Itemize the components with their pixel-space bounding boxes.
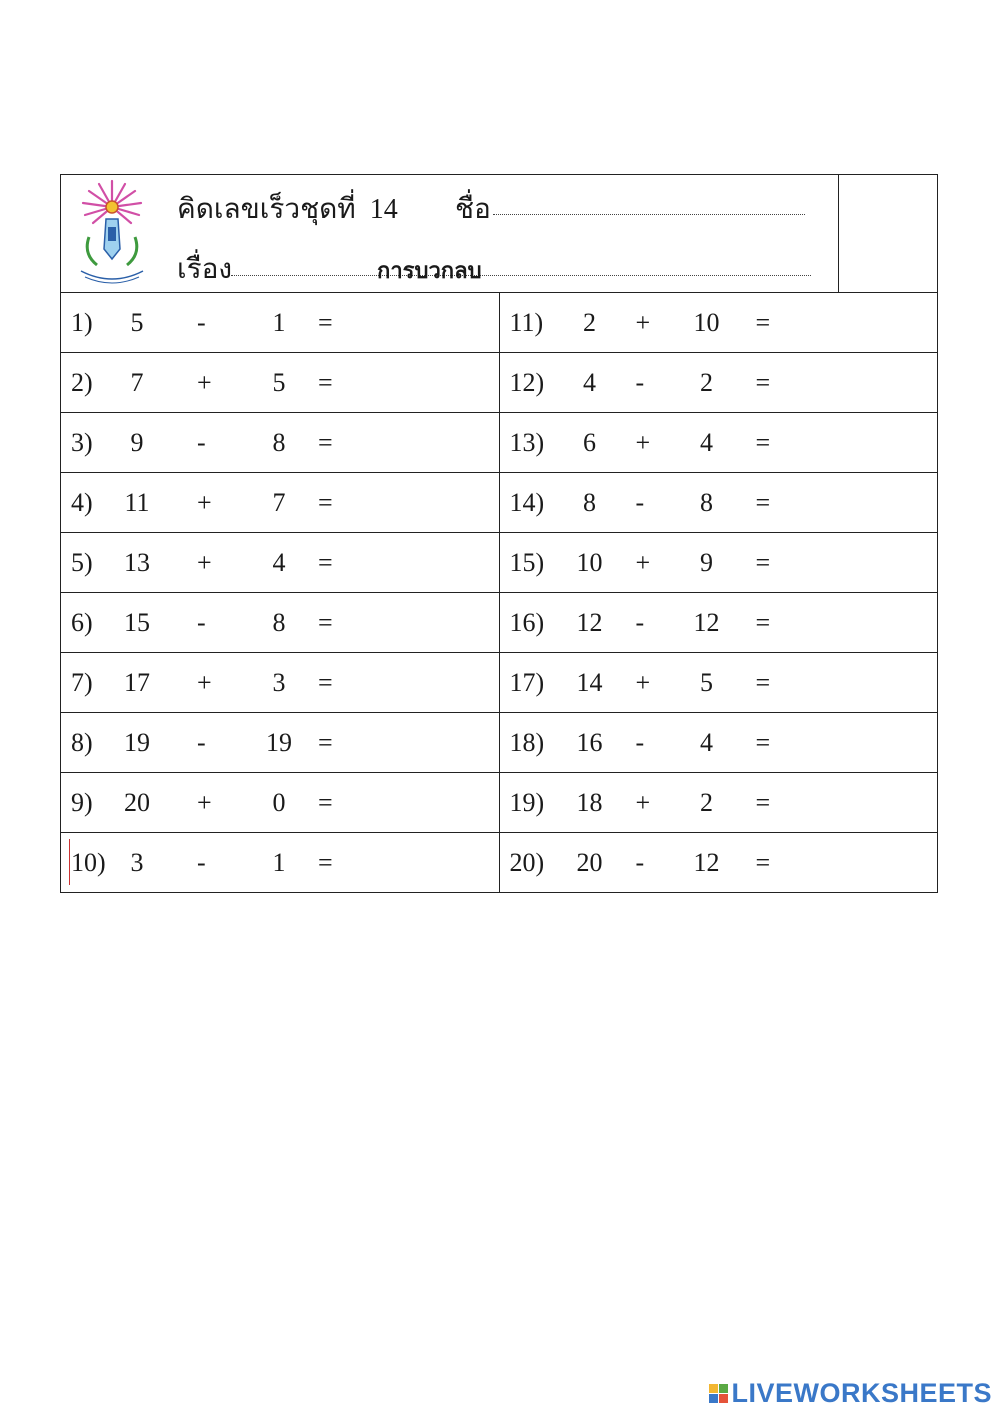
operator: + <box>635 667 651 697</box>
operator: + <box>197 787 212 817</box>
worksheet <box>60 174 938 893</box>
first-operand: 3 <box>130 847 144 877</box>
problem <box>500 713 938 772</box>
name-field-line[interactable] <box>493 214 805 215</box>
equals-sign: = <box>755 607 771 637</box>
first-operand: 5 <box>130 307 144 337</box>
cursor-mark <box>69 839 70 885</box>
first-operand: 7 <box>130 367 144 397</box>
operator: + <box>635 787 651 817</box>
problems-table <box>60 292 938 893</box>
problem <box>500 353 938 412</box>
problem-cell[interactable] <box>61 713 500 773</box>
problem-number: 13) <box>509 427 545 457</box>
problem-cell[interactable] <box>499 833 938 893</box>
problem <box>61 473 499 532</box>
second-operand: 1 <box>272 847 286 877</box>
problem-cell[interactable] <box>499 293 938 353</box>
problem-cell[interactable] <box>499 713 938 773</box>
problem-number: 12) <box>509 367 545 397</box>
problem <box>500 833 938 892</box>
operator: - <box>197 847 206 877</box>
problem <box>61 593 499 652</box>
first-operand: 19 <box>124 727 150 757</box>
first-operand: 17 <box>124 667 150 697</box>
set-number: 14 <box>369 194 398 225</box>
problem-cell[interactable] <box>61 833 500 893</box>
problem <box>61 533 499 592</box>
problem-cell[interactable] <box>499 773 938 833</box>
problem <box>500 593 938 652</box>
second-operand: 2 <box>700 367 713 397</box>
first-operand: 13 <box>124 547 150 577</box>
equals-sign: = <box>755 667 771 697</box>
second-operand: 5 <box>272 367 286 397</box>
first-operand: 2 <box>583 307 596 337</box>
problem-cell[interactable] <box>61 293 500 353</box>
problem-cell[interactable] <box>499 413 938 473</box>
problem-cell[interactable] <box>499 593 938 653</box>
problem <box>61 773 499 832</box>
operator: - <box>197 427 206 457</box>
table-row <box>61 533 938 593</box>
table-row <box>61 713 938 773</box>
equals-sign: = <box>755 727 771 757</box>
operator: + <box>197 547 212 577</box>
problem-number: 10) <box>71 847 106 877</box>
equals-sign: = <box>318 727 333 757</box>
title-text: คิดเลขเร็วชุดที่ <box>177 194 356 225</box>
first-operand: 8 <box>583 487 596 517</box>
problem-number: 11) <box>509 307 544 337</box>
problem-number: 16) <box>509 607 545 637</box>
problem-cell[interactable] <box>499 653 938 713</box>
problem <box>61 653 499 712</box>
second-operand: 8 <box>700 487 713 517</box>
first-operand: 11 <box>124 487 150 517</box>
equals-sign: = <box>318 367 333 397</box>
liveworksheets-brand <box>709 1379 992 1407</box>
problem-cell[interactable] <box>61 593 500 653</box>
equals-sign: = <box>755 427 771 457</box>
topic-value: การบวกลบ <box>377 258 482 283</box>
equals-sign: = <box>318 607 333 637</box>
table-row <box>61 293 938 353</box>
problem-number: 2) <box>71 367 93 397</box>
problem-cell[interactable] <box>499 473 938 533</box>
first-operand: 9 <box>130 427 144 457</box>
problem <box>500 773 938 832</box>
problem-number: 3) <box>71 427 93 457</box>
operator: + <box>635 307 651 337</box>
operator: + <box>197 667 212 697</box>
problem-number: 9) <box>71 787 93 817</box>
problem <box>61 293 499 352</box>
problem-number: 7) <box>71 667 93 697</box>
table-row <box>61 833 938 893</box>
second-operand: 2 <box>700 787 713 817</box>
operator: - <box>635 727 645 757</box>
equals-sign: = <box>755 367 771 397</box>
problem-number: 20) <box>509 847 545 877</box>
second-operand: 4 <box>700 727 713 757</box>
equals-sign: = <box>755 847 771 877</box>
problem-number: 4) <box>71 487 93 517</box>
problem-cell[interactable] <box>61 533 500 593</box>
problem <box>500 653 938 712</box>
operator: + <box>197 367 212 397</box>
first-operand: 6 <box>583 427 596 457</box>
operator: - <box>197 307 206 337</box>
second-operand: 19 <box>266 727 292 757</box>
name-label: ชื่อ <box>455 194 491 225</box>
equals-sign: = <box>318 487 333 517</box>
first-operand: 16 <box>576 727 603 757</box>
first-operand: 10 <box>576 547 603 577</box>
second-operand: 0 <box>272 787 286 817</box>
operator: - <box>197 607 206 637</box>
table-row <box>61 593 938 653</box>
problem-cell[interactable] <box>61 653 500 713</box>
problem <box>61 833 499 892</box>
problem <box>500 473 938 532</box>
problem-number: 6) <box>71 607 93 637</box>
first-operand: 18 <box>576 787 603 817</box>
operator: + <box>635 427 651 457</box>
equals-sign: = <box>318 847 333 877</box>
topic-label: เรื่อง <box>177 254 233 285</box>
equals-sign: = <box>318 427 333 457</box>
problem <box>500 293 938 352</box>
problem-cell[interactable] <box>499 533 938 593</box>
table-row <box>61 353 938 413</box>
second-operand: 5 <box>700 667 713 697</box>
problem-cell[interactable] <box>499 353 938 413</box>
operator: - <box>635 607 645 637</box>
equals-sign: = <box>318 787 333 817</box>
equals-sign: = <box>755 787 771 817</box>
brand-text: LIVEWORKSHEETS <box>731 1377 992 1408</box>
first-operand: 20 <box>124 787 150 817</box>
liveworksheets-logo-icon <box>709 1384 728 1403</box>
table-row <box>61 473 938 533</box>
operator: - <box>635 487 645 517</box>
problem-number: 15) <box>509 547 545 577</box>
problem-number: 19) <box>509 787 545 817</box>
second-operand: 12 <box>693 607 720 637</box>
problem-number: 14) <box>509 487 545 517</box>
operator: + <box>197 487 212 517</box>
second-operand: 4 <box>272 547 286 577</box>
first-operand: 14 <box>576 667 603 697</box>
problem <box>61 353 499 412</box>
worksheet-header <box>60 174 938 293</box>
equals-sign: = <box>755 547 771 577</box>
equals-sign: = <box>318 547 333 577</box>
topic-field-line <box>231 275 811 276</box>
problem <box>500 533 938 592</box>
operator: - <box>635 847 645 877</box>
operator: - <box>197 727 206 757</box>
problem-number: 8) <box>71 727 93 757</box>
problem-cell[interactable] <box>61 773 500 833</box>
problem-number: 1) <box>71 307 93 337</box>
operator: + <box>635 547 651 577</box>
second-operand: 8 <box>272 427 286 457</box>
header-divider <box>838 175 839 292</box>
problem-cell[interactable] <box>61 473 500 533</box>
second-operand: 3 <box>272 667 286 697</box>
second-operand: 8 <box>272 607 286 637</box>
second-operand: 10 <box>693 307 720 337</box>
second-operand: 1 <box>272 307 286 337</box>
first-operand: 12 <box>576 607 603 637</box>
problem-number: 17) <box>509 667 545 697</box>
equals-sign: = <box>755 487 771 517</box>
worksheet-title <box>177 187 398 231</box>
problem-number: 18) <box>509 727 545 757</box>
operator: - <box>635 367 645 397</box>
equals-sign: = <box>318 667 333 697</box>
table-row <box>61 413 938 473</box>
second-operand: 9 <box>700 547 713 577</box>
problem <box>61 713 499 772</box>
table-row <box>61 653 938 713</box>
first-operand: 20 <box>576 847 603 877</box>
problem-cell[interactable] <box>61 353 500 413</box>
school-emblem-icon <box>75 179 149 287</box>
first-operand: 4 <box>583 367 596 397</box>
problem-number: 5) <box>71 547 93 577</box>
problem <box>61 413 499 472</box>
second-operand: 4 <box>700 427 713 457</box>
problem-cell[interactable] <box>61 413 500 473</box>
second-operand: 7 <box>272 487 286 517</box>
second-operand: 12 <box>693 847 720 877</box>
equals-sign: = <box>318 307 333 337</box>
equals-sign: = <box>755 307 771 337</box>
first-operand: 15 <box>124 607 150 637</box>
problem <box>500 413 938 472</box>
table-row <box>61 773 938 833</box>
